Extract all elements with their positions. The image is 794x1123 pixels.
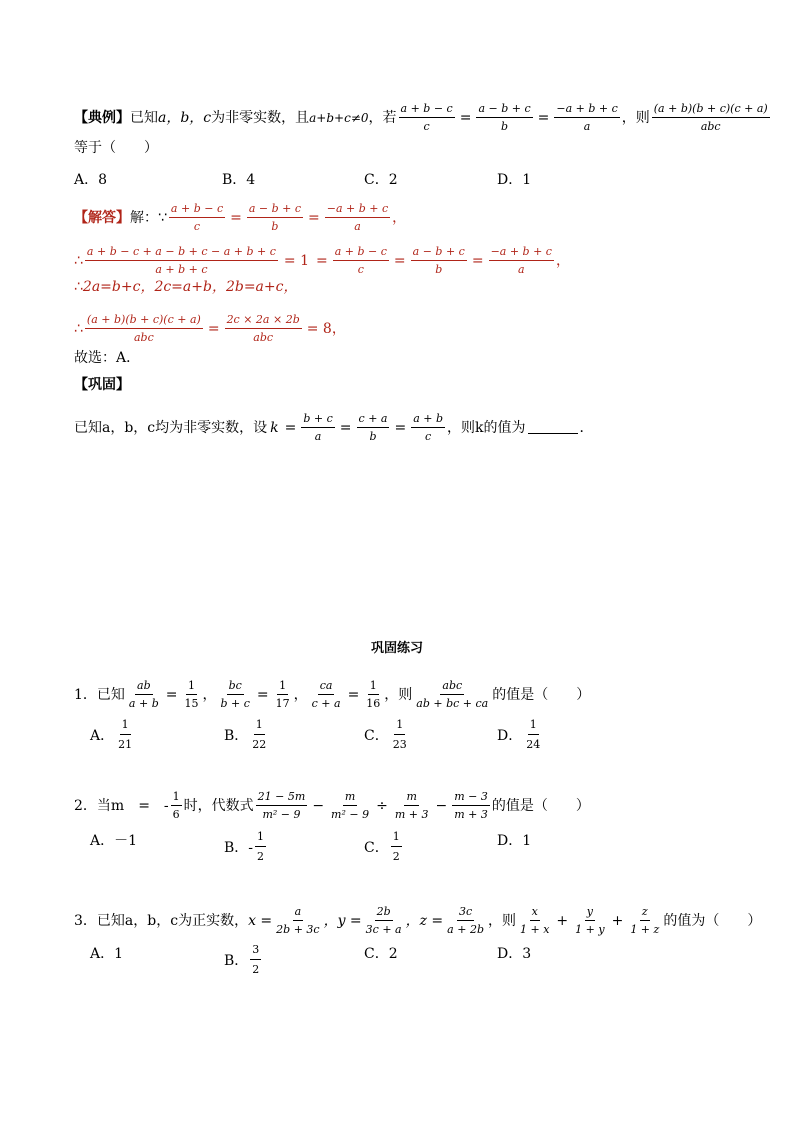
vars: a，b，c — [158, 109, 212, 126]
fraction: $\frac{a - b + c}{b}$ — [412, 245, 465, 276]
fraction: $\frac{\text{abc}}{ab + bc + ca}$ — [416, 679, 489, 710]
fraction: $\frac{1}{6}$ — [172, 790, 180, 821]
fraction: $\frac{x}{1 + x}$ — [519, 905, 550, 936]
fraction: $\frac{-a + b + c}{a}$ — [490, 245, 552, 276]
because-symbol: ∵ — [158, 209, 167, 226]
q1-option-a[interactable]: A． $\frac{1}{21}$ — [90, 718, 133, 751]
condition: a+b+c≠0 — [309, 110, 369, 125]
solution-line3: ∴ 2a=b+c，2c=a+b，2b=a+c， — [74, 279, 298, 295]
example-stem: 【典例】 已知 a，b，c 为非零实数，且 a+b+c≠0 ，若 $\frac{a + b - c}{c}$ = $\frac{a - b + c}{b}$ = $\frac{-a + b + c}{a}$ ，则 $\frac{(a + b)(b + c)(c + a)}{\text{abc}}$ — [74, 102, 768, 133]
solution-line1: 【解答】 解： ∵ $\frac{a + b - c}{c}$ = $\frac{a - b + c}{b}$ = $\frac{-a + b + c}{a}$ ， — [74, 202, 407, 233]
solution-line4: ∴ $\frac{(a + b)(b + c)(c + a)}{\text{abc}}$ = $\frac{2c \times 2a \times 2b}{\text{abc}}$ = 8， — [74, 313, 346, 344]
q2-option-c[interactable]: C． $\frac{1}{2}$ — [364, 830, 400, 863]
fraction: $\frac{(a + b)(b + c)(c + a)}{\text{abc}}$ — [86, 313, 201, 344]
fraction: $\frac{y}{1 + y}$ — [575, 905, 605, 936]
text: 解： — [130, 209, 158, 226]
fraction: $\frac{2b}{3c + a}$ — [365, 905, 402, 936]
q3-option-a[interactable]: A．1 — [90, 946, 124, 962]
solution-line2: ∴ $\frac{a + b - c + a - b + c - a + b + c}{a + b + c}$ = 1 = $\frac{a + b - c}{c}$ = $\frac{a - b + c}{b}$ = $\frac{-a + b + c}{a}$ ， — [74, 245, 570, 276]
fraction: $\frac{(a + b)(b + c)(c + a)}{\text{abc}}$ — [653, 102, 768, 133]
fraction: $\frac{bc}{b + c}$ — [220, 679, 250, 710]
example-option-c: C．2 — [364, 172, 398, 188]
example-option-b: B．4 — [222, 172, 256, 188]
solution-tag: 【解答】 — [74, 209, 130, 226]
fraction: $\frac{z}{1 + z}$ — [630, 905, 660, 936]
q1-option-c[interactable]: C． $\frac{1}{23}$ — [364, 718, 407, 751]
consolidate-tag: 【巩固】 — [74, 377, 130, 393]
q2-option-a[interactable]: A．－1 — [90, 833, 138, 849]
fraction: $\frac{ca}{c + a}$ — [311, 679, 341, 710]
fraction: $\frac{1}{15}$ — [184, 679, 199, 710]
consolidate-question: 已知a，b，c均为非零实数，设 k = $\frac{b + c}{a}$ = $\frac{c + a}{b}$ = $\frac{a + b}{c}$ ，则k的值为 ． — [74, 412, 594, 443]
fraction: $\frac{a + b - c + a - b + c - a + b + c}{a + b + c}$ — [86, 245, 276, 276]
q1-option-d[interactable]: D． $\frac{1}{24}$ — [497, 718, 541, 751]
question-3: 3． 已知a，b，c为正实数， x = $\frac{a}{2b + 3c}$ ，y = $\frac{2b}{3c + a}$ ，z = $\frac{3c}{a + 2b}$ ，则 $\frac{x}{1 + x}$ + $\frac{y}{1 + y}$ + $\frac{z}{1 + z}$ 的值为（ ） — [74, 905, 762, 936]
fraction: $\frac{a + b - c}{c}$ — [334, 245, 387, 276]
q3-option-d[interactable]: D．3 — [497, 946, 532, 962]
fraction: $\frac{a + b}{c}$ — [413, 412, 444, 443]
fraction: $\frac{m - 3}{m + 3}$ — [454, 790, 488, 821]
q3-option-b[interactable]: B． $\frac{3}{2}$ — [224, 943, 260, 976]
text: ，则k的值为 — [447, 419, 526, 436]
fraction: $\frac{1}{17}$ — [275, 679, 290, 710]
text: ，则 — [621, 109, 650, 126]
text: 已知 — [130, 109, 158, 126]
fraction: $\frac{ab}{a + b}$ — [128, 679, 159, 710]
fraction: $\frac{-a + b + c}{a}$ — [326, 202, 389, 233]
example-option-a: A．8 — [74, 172, 108, 188]
fraction: $\frac{-a + b + c}{a}$ — [556, 102, 618, 133]
text: 已知a，b，c均为非零实数，设 — [74, 419, 268, 436]
fraction: $\frac{c + a}{b}$ — [358, 412, 388, 443]
fraction: $\frac{a + b - c}{c}$ — [400, 102, 453, 133]
question-1: 1． 已知 $\frac{ab}{a + b}$ = $\frac{1}{15}$ ， $\frac{bc}{b + c}$ = $\frac{1}{17}$ ， $\frac{ca}{c + a}$ = $\frac{1}{16}$ ，则 $\frac{\text{abc}}{ab + bc + ca}$ 的值是（ ） — [74, 679, 591, 710]
q2-option-d[interactable]: D．1 — [497, 833, 532, 849]
fraction: $\frac{1}{16}$ — [366, 679, 381, 710]
text: 为非零实数，且 — [211, 109, 310, 126]
text: ，若 — [368, 109, 397, 126]
fraction: $\frac{b + c}{a}$ — [303, 412, 333, 443]
fraction: $\frac{a}{2b + 3c}$ — [276, 905, 320, 936]
fraction: $\frac{2c \times 2a \times 2b}{\text{abc}}$ — [226, 313, 300, 344]
solution-answer: 故选：A． — [74, 350, 141, 366]
fraction: $\frac{m}{\text{m² − 9}}$ — [331, 790, 370, 821]
fraction: $\frac{21 - 5m}{\text{m² − 9}}$ — [257, 790, 306, 821]
example-line2: 等于（ ） — [74, 140, 158, 156]
fraction: $\frac{a - b + c}{b}$ — [248, 202, 302, 233]
question-2: 2． 当m = - $\frac{1}{6}$ 时，代数式 $\frac{21 - 5m}{\text{m² − 9}}$ − $\frac{m}{\text{m² − 9}}$ ÷ $\frac{m}{m + 3}$ − $\frac{m - 3}{m + 3}$ 的值是（ ） — [74, 790, 590, 821]
fraction: $\frac{a + b - c}{c}$ — [170, 202, 224, 233]
fraction: $\frac{m}{m + 3}$ — [394, 790, 429, 821]
therefore-symbol: ∴ — [74, 252, 83, 269]
q3-option-c[interactable]: C．2 — [364, 946, 398, 962]
q1-option-b[interactable]: B． $\frac{1}{22}$ — [224, 718, 267, 751]
fraction: $\frac{3c}{a + 2b}$ — [447, 905, 484, 936]
fraction: $\frac{a - b + c}{b}$ — [478, 102, 531, 133]
answer-blank[interactable] — [528, 421, 578, 434]
practice-title: 巩固练习 — [370, 641, 423, 656]
q2-option-b[interactable]: B．- $\frac{1}{2}$ — [224, 830, 265, 863]
example-tag: 【典例】 — [74, 109, 130, 126]
example-option-d: D．1 — [497, 172, 532, 188]
